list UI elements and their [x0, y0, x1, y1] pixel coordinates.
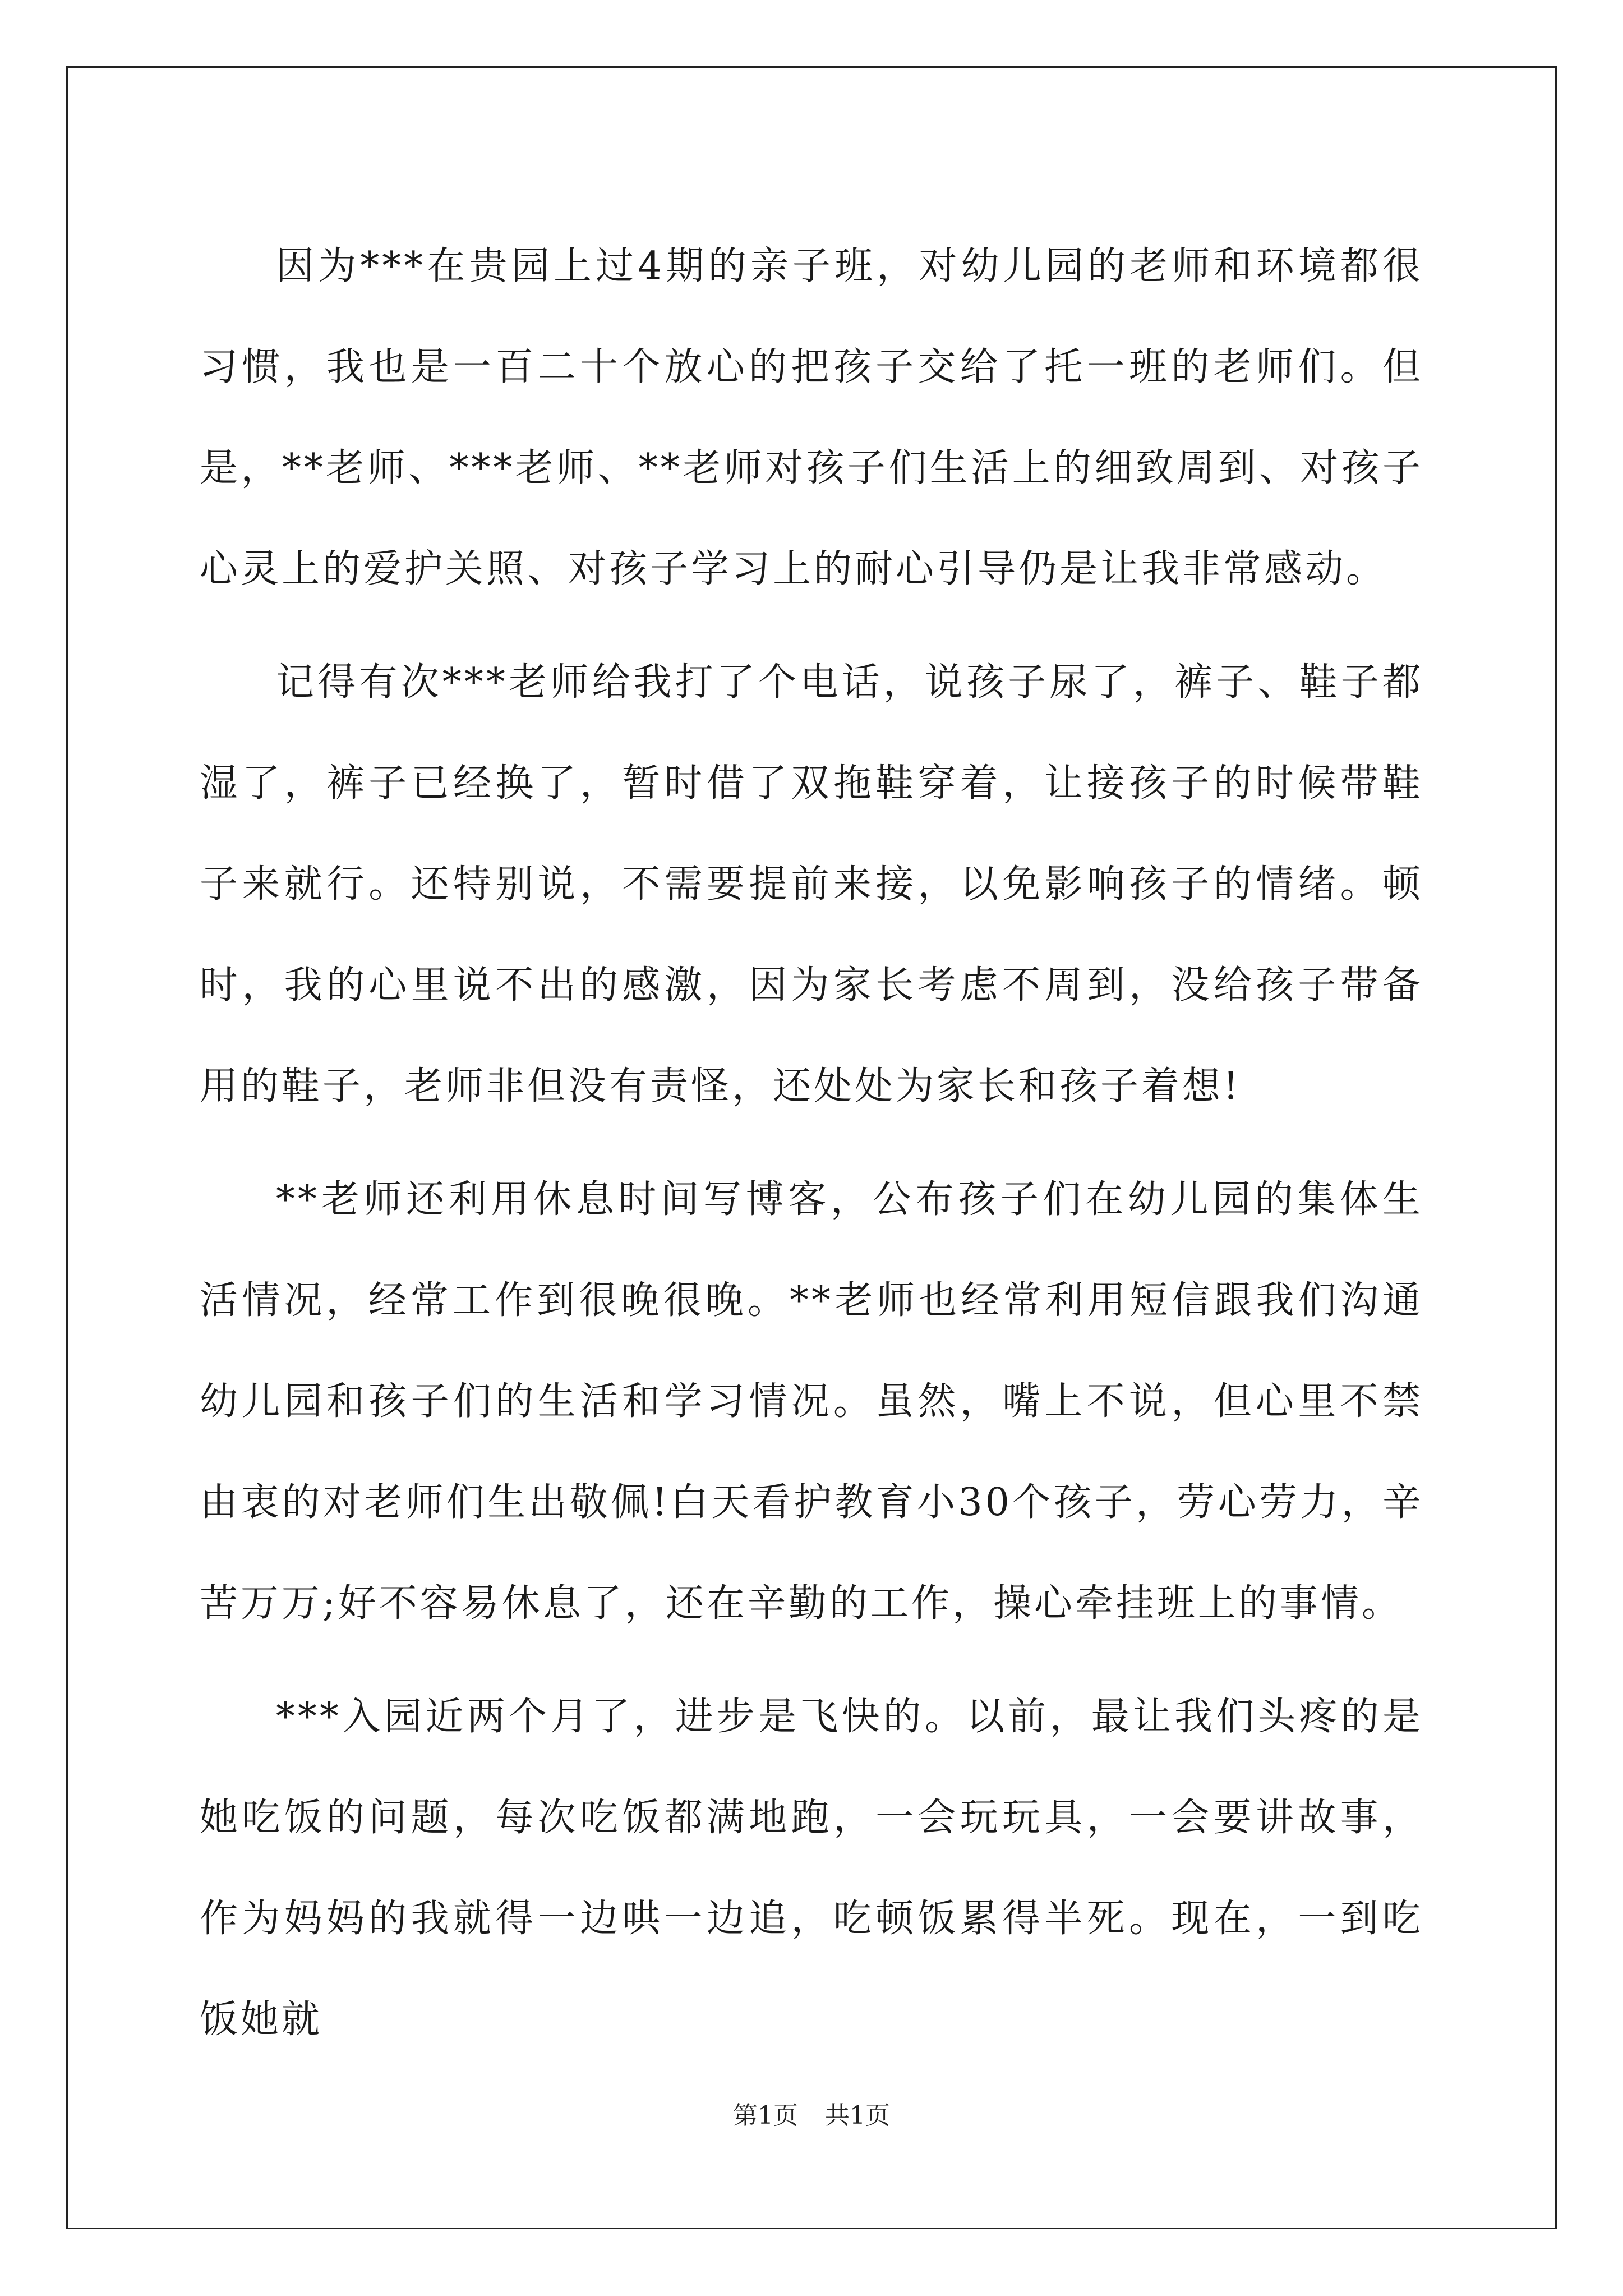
paragraph-1: 因为***在贵园上过4期的亲子班，对幼儿园的老师和环境都很习惯，我也是一百二十个放心的把孩子交给了托一班的老师们。但是，**老师、***老师、**老师对孩子们生活上的细致周到、对孩子心灵上的爱护关照、对孩子学习上的耐心引导仍是让我非常感动。 — [200, 244, 1423, 591]
paragraph-2: 记得有次***老师给我打了个电话，说孩子尿了，裤子、鞋子都湿了，裤子已经换了，暂时借了双拖鞋穿着，让接孩子的时候带鞋子来就行。还特别说，不需要提前来接，以免影响孩子的情绪。顿时，我的心里说不出的感激，因为家长考虑不周到，没给孩子带备用的鞋子，老师非但没有责怪，还处处为家长和孩子着想! — [200, 660, 1423, 1108]
paragraph-3: **老师还利用休息时间写博客，公布孩子们在幼儿园的集体生活情况，经常工作到很晚很晚。**老师也经常利用短信跟我们沟通幼儿园和孩子们的生活和学习情况。虽然，嘴上不说，但心里不禁由衷的对老师们生出敬佩!白天看护教育小30个孩子，劳心劳力，辛苦万万;好不容易休息了，还在辛勤的工作，操心牵挂班上的事情。 — [200, 1177, 1423, 1626]
paragraph-4: ***入园近两个月了，进步是飞快的。以前，最让我们头疼的是她吃饭的问题，每次吃饭都满地跑，一会玩玩具，一会要讲故事，作为妈妈的我就得一边哄一边追，吃顿饭累得半死。现在，一到吃饭她就 — [200, 1695, 1423, 2042]
document-body — [200, 216, 1423, 2083]
page-footer — [0, 2099, 1623, 2133]
page-number: 第1页 — [733, 2101, 798, 2130]
page-total: 共1页 — [825, 2101, 890, 2130]
